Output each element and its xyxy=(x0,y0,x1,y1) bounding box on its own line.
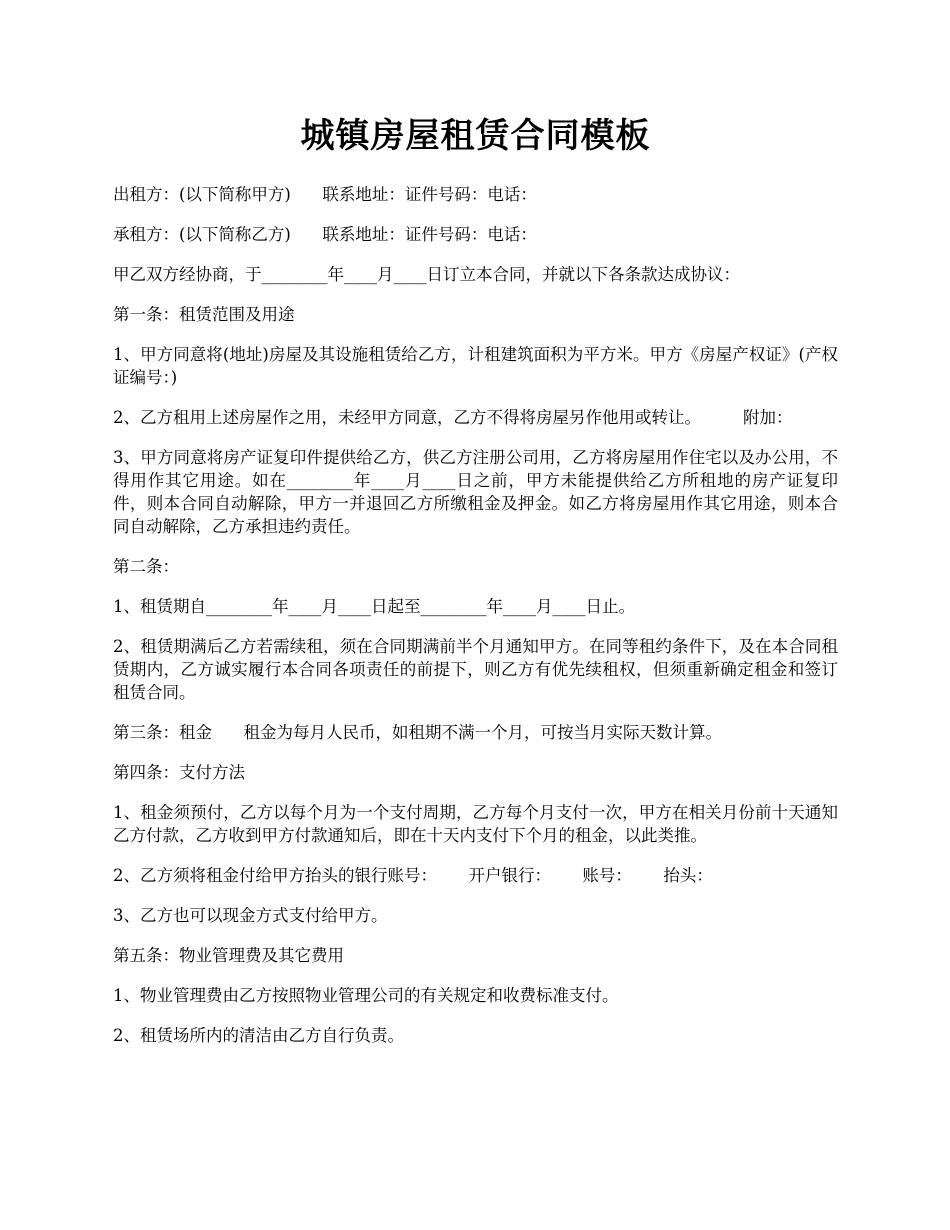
article-4-heading: 第四条：支付方法 xyxy=(113,763,245,782)
article-2-heading: 第二条： xyxy=(113,557,179,576)
article-1-clause-1: 1、甲方同意将(地址)房屋及其设施租赁给乙方，计租建筑面积为平方米。甲方《房屋产权证》(产权证编号：) xyxy=(113,345,838,387)
article-4-clause-3: 3、乙方也可以现金方式支付给甲方。 xyxy=(113,906,388,925)
article-2-clause-1: 1、租赁期自________年____月____日起至________年____月____日止。 xyxy=(113,597,635,616)
paragraph-agreement-date: 甲乙双方经协商，于________年____月____日订立本合同，并就以下各条款达成协议： xyxy=(113,265,740,284)
article-5-clause-1: 1、物业管理费由乙方按照物业管理公司的有关规定和收费标准支付。 xyxy=(113,986,619,1005)
article-4-clause-2: 2、乙方须将租金付给甲方抬头的银行账号： 开户银行： 账号： 抬头： xyxy=(113,866,713,885)
article-1-heading: 第一条：租赁范围及用途 xyxy=(113,305,295,324)
document-title: 城镇房屋租赁合同模板 xyxy=(300,116,651,156)
article-1-clause-3: 3、甲方同意将房产证复印件提供给乙方，供乙方注册公司用，乙方将房屋用作住宅以及办公用，不得用作其它用途。如在________年____月____日之前，甲方未能提供给乙方所租地的房产证复印件，则本合同自动解除，甲方一并退回乙方所缴租金及押金。如乙方将房屋用作其它用途，则本合同自动解除，乙方承担违约责任。 xyxy=(113,448,838,536)
article-5-heading: 第五条：物业管理费及其它费用 xyxy=(113,946,344,965)
article-1-clause-2: 2、乙方租用上述房屋作之用，未经甲方同意，乙方不得将房屋另作他用或转让。 附加： xyxy=(113,408,793,427)
article-4-clause-1: 1、租金须预付，乙方以每个月为一个支付周期，乙方每个月支付一次，甲方在相关月份前十天通知乙方付款，乙方收到甲方付款通知后，即在十天内支付下个月的租金，以此类推。 xyxy=(113,803,838,845)
article-5-clause-2: 2、租赁场所内的清洁由乙方自行负责。 xyxy=(113,1026,404,1045)
article-2-clause-2: 2、租赁期满后乙方若需续租，须在合同期满前半个月通知甲方。在同等租约条件下，及在本合同租赁期内，乙方诚实履行本合同各项责任的前提下，则乙方有优先续租权，但须重新确定租金和签订租赁合同。 xyxy=(113,637,838,702)
article-3-rent: 第三条：租金 租金为每月人民币，如租期不满一个月，可按当月实际天数计算。 xyxy=(113,723,722,742)
paragraph-lessor: 出租方：(以下简称甲方) 联系地址：证件号码：电话： xyxy=(113,185,537,204)
paragraph-lessee: 承租方：(以下简称乙方) 联系地址：证件号码：电话： xyxy=(113,225,537,244)
